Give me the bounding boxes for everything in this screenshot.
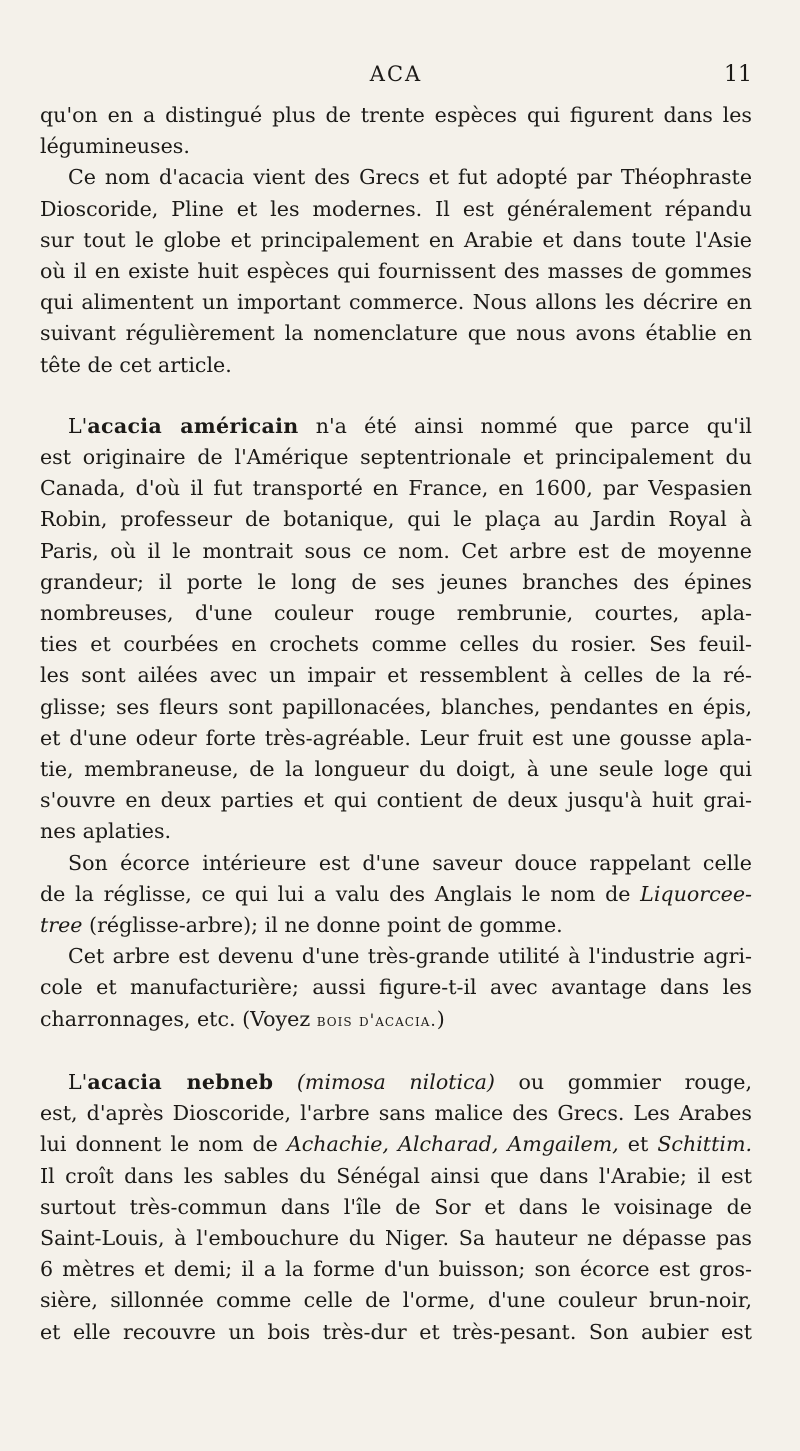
paragraph-continuation <box>40 100 752 162</box>
text-line: est, d'après Dioscoride, l'arbre sans malice des Grecs. Les Arabes <box>40 1101 752 1126</box>
paragraph-gap <box>40 1037 752 1067</box>
text-line: cole et manufacturière; aussi figure-t-il avec avantage dans les <box>40 975 752 1000</box>
text-line: grandeur; il porte le long de ses jeunes branches des épines <box>40 569 752 594</box>
text-line: ties et courbées en crochets comme celles du rosier. Ses feuil- <box>40 632 752 657</box>
text-run: ) <box>436 1006 445 1031</box>
page-number: 11 <box>724 62 752 87</box>
text-line <box>40 879 752 910</box>
text-line: 6 mètres et demi; il a la forme d'un buisson; son écorce est gros- <box>40 1257 752 1282</box>
text-line: Saint-Louis, à l'embouchure du Niger. Sa hauteur ne dépasse pas <box>40 1225 752 1250</box>
text-line: légumineuses. <box>40 134 190 159</box>
text-line: tie, membraneuse, de la longueur du doigt, à une seule loge qui <box>40 757 752 782</box>
entry-acacia-nebneb <box>40 1067 752 1348</box>
cross-reference: bois d'acacia. <box>316 1010 437 1031</box>
entry-headword: acacia nebneb <box>87 1069 274 1094</box>
entry-acacia-americain <box>40 411 752 848</box>
paragraph-bark <box>40 848 752 942</box>
running-head: ACA <box>369 62 423 86</box>
text-line: où il en existe huit espèces qui fournissent des masses de gommes <box>40 259 752 284</box>
text-line <box>40 1067 752 1098</box>
text-run: de la réglisse, ce qui lui a valu des Anglais le nom de <box>40 881 641 906</box>
page-body <box>40 100 752 1348</box>
text-run: (réglisse-arbre); il ne donne point de gomme. <box>82 913 563 938</box>
text-line: nombreuses, d'une couleur rouge rembrunie, courtes, apla- <box>40 601 752 626</box>
text-line: Canada, d'où il fut transporté en France, en 1600, par Vespasien <box>40 476 752 501</box>
text-line <box>40 411 752 442</box>
text-run: et <box>618 1132 658 1157</box>
text-line: s'ouvre en deux parties et qui contient de deux jusqu'à huit grai- <box>40 788 752 813</box>
text-line: les sont ailées avec un impair et ressemblent à celles de la ré- <box>40 663 752 688</box>
text-line: est originaire de l'Amérique septentrionale et principalement du <box>40 445 752 470</box>
latin-name: Schittim. <box>657 1132 753 1157</box>
page-header <box>40 62 752 96</box>
text-run: n'a été ainsi nommé que parce qu'il <box>298 413 752 438</box>
paragraph-utility <box>40 941 752 1037</box>
text-line: sière, sillonnée comme celle de l'orme, d'une couleur brun-noir, <box>40 1288 752 1313</box>
text-line: nes aplaties. <box>40 819 172 844</box>
text-line: Ce nom d'acacia vient des Grecs et fut adopté par Théophraste <box>68 165 752 190</box>
text-run: lui donnent le nom de <box>40 1132 287 1157</box>
text-line: Dioscoride, Pline et les modernes. Il est généralement répandu <box>40 196 752 221</box>
text-line: et d'une odeur forte très-agréable. Leur fruit est une gousse apla- <box>40 725 752 750</box>
paragraph-acacia-name <box>40 162 752 380</box>
text-line: tête de cet article. <box>40 352 232 377</box>
entry-headword: acacia américain <box>87 413 299 438</box>
text-line <box>40 910 752 941</box>
text-run: charronnages, etc. (Voyez <box>40 1006 317 1031</box>
text-line: sur tout le globe et principalement en Arabie et dans toute l'Asie <box>40 227 752 252</box>
text-line: glisse; ses fleurs sont papillonacées, blanches, pendantes en épis, <box>40 694 752 719</box>
text-line: qui alimentent un important commerce. Nous allons les décrire en <box>40 290 752 315</box>
text-line: Cet arbre est devenu d'une très-grande utilité à l'industrie agri- <box>68 944 752 969</box>
paragraph-gap <box>40 381 752 411</box>
text-line: Paris, où il le montrait sous ce nom. Cet arbre est de moyenne <box>40 538 752 563</box>
latin-name: tree <box>40 913 83 938</box>
text-run: ou gommier rouge, <box>494 1069 752 1094</box>
latin-name: (mimosa nilotica) <box>273 1069 495 1094</box>
latin-name: Liquorcee- <box>640 881 752 906</box>
text-line <box>40 1004 752 1037</box>
text-line: Son écorce intérieure est d'une saveur douce rappelant celle <box>68 850 752 875</box>
text-line: qu'on en a distingué plus de trente espèces qui figurent dans les <box>40 103 752 127</box>
text-line: Robin, professeur de botanique, qui le plaça au Jardin Royal à <box>40 507 752 532</box>
text-line: surtout très-commun dans l'île de Sor et dans le voisinage de <box>40 1194 752 1219</box>
text-line: suivant régulièrement la nomenclature que nous avons établie en <box>40 321 752 346</box>
text-line: Il croît dans les sables du Sénégal ainsi que dans l'Arabie; il est <box>40 1163 752 1188</box>
entry-article: L' <box>68 413 88 438</box>
text-line: et elle recouvre un bois très-dur et très-pesant. Son aubier est <box>40 1319 752 1344</box>
entry-article: L' <box>68 1069 88 1094</box>
latin-name: Achachie, Alcharad, Amgailem, <box>286 1132 619 1157</box>
text-line <box>40 1129 752 1160</box>
